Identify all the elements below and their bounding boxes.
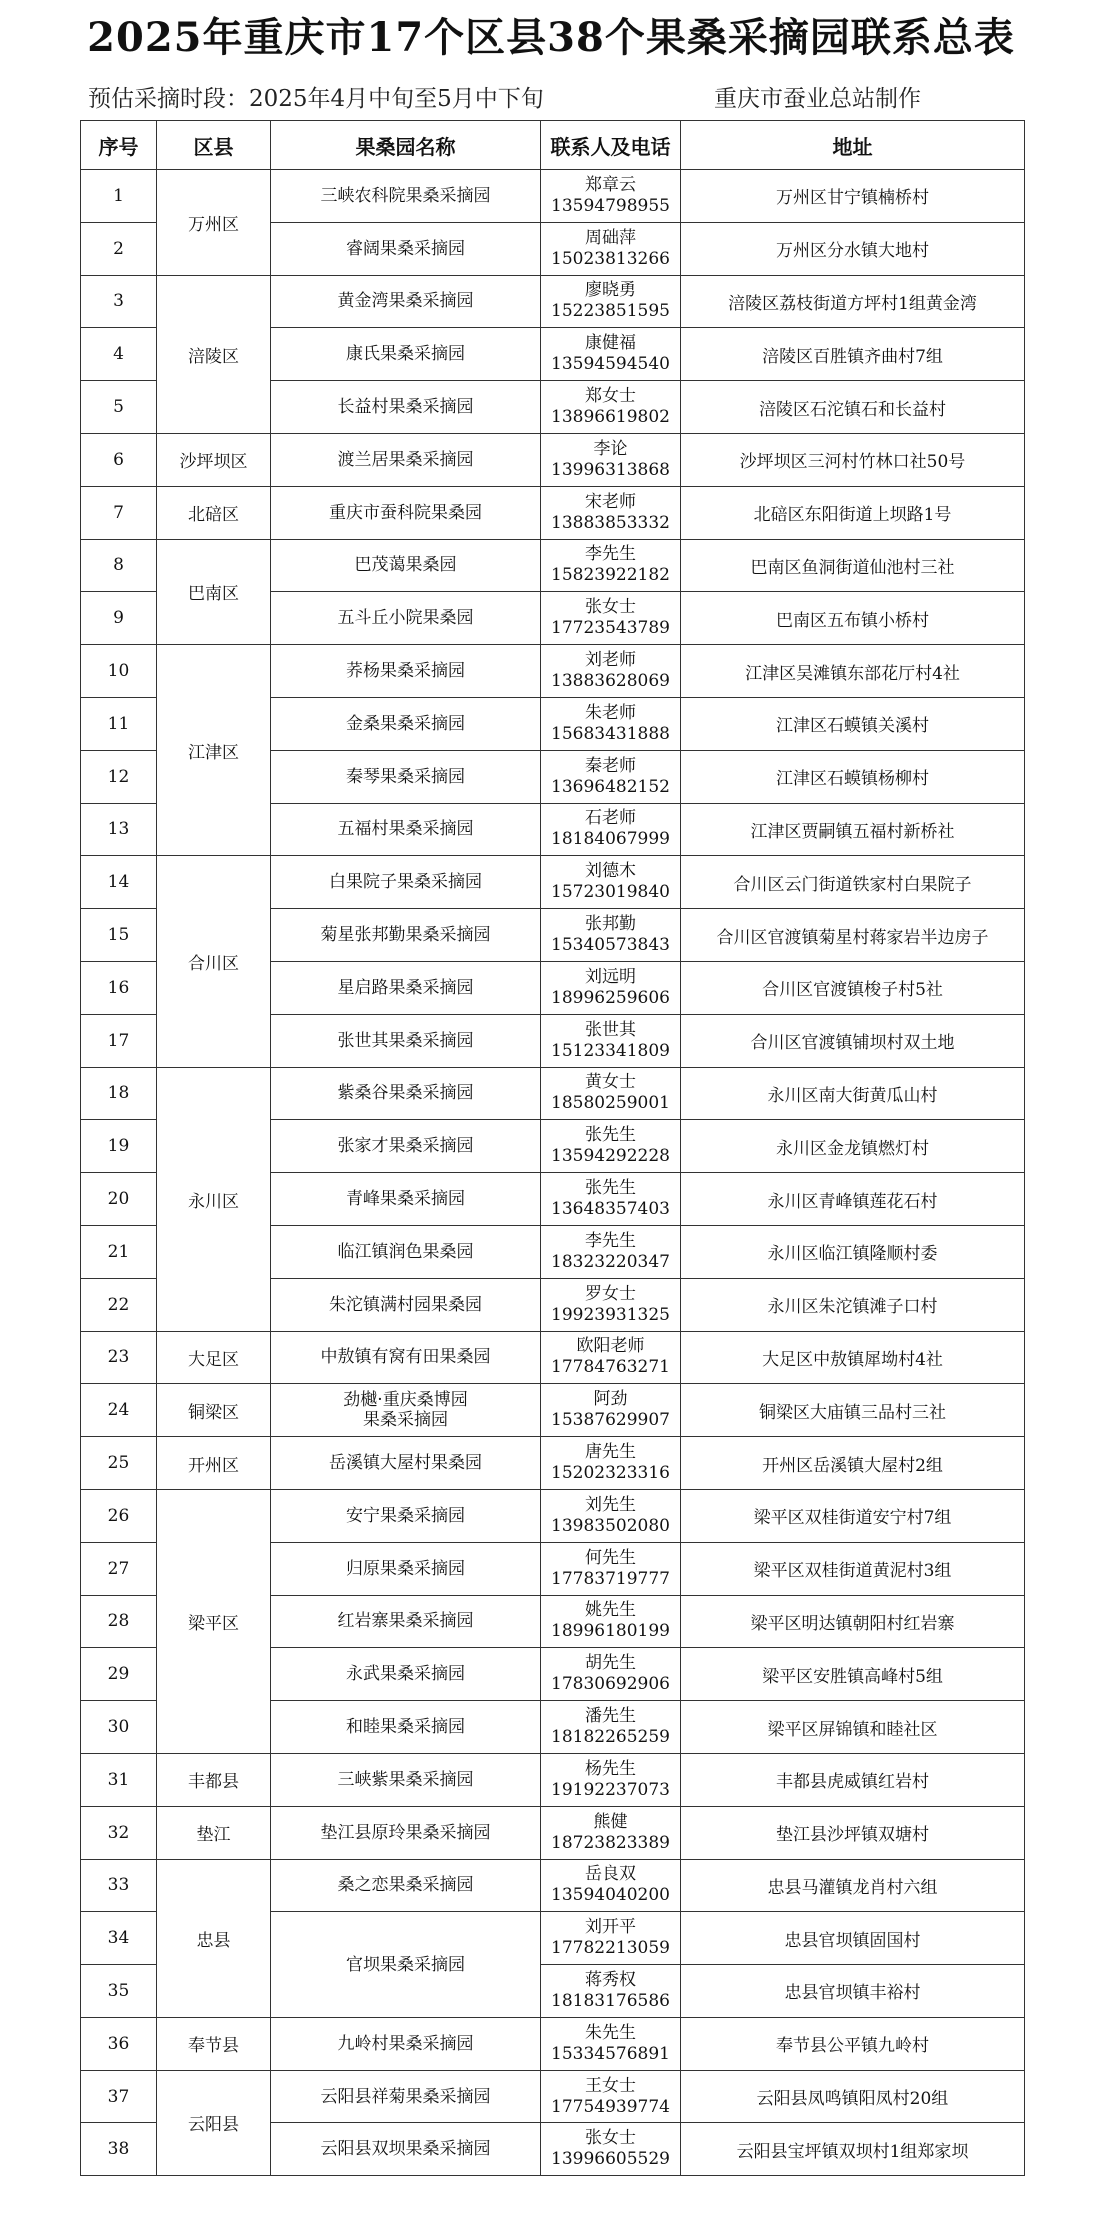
contact-cell: [541, 1595, 681, 1648]
contact-name: 刘先生: [585, 1494, 636, 1515]
contact-phone: 15723019840: [551, 882, 670, 903]
table-row: [81, 1859, 1025, 1912]
district-cell: 梁平区: [157, 1489, 271, 1753]
garden-name-cell: 青峰果桑采摘园: [271, 1173, 541, 1226]
garden-name-cell: 张世其果桑采摘园: [271, 1014, 541, 1067]
row-number: 30: [81, 1701, 157, 1754]
contact-name: 王女士: [585, 2075, 636, 2096]
garden-name-cell: 秦琴果桑采摘园: [271, 750, 541, 803]
table-row: [81, 1753, 1025, 1806]
contact-cell: [541, 1173, 681, 1226]
contact-cell: [541, 1542, 681, 1595]
garden-name-cell: 睿阔果桑采摘园: [271, 222, 541, 275]
row-number: 14: [81, 856, 157, 909]
district-cell: 开州区: [157, 1437, 271, 1490]
district-cell: 万州区: [157, 170, 271, 276]
contact-name: 郑章云: [585, 174, 636, 195]
contact-cell: [541, 697, 681, 750]
contact-cell: [541, 1278, 681, 1331]
contact-cell: [541, 1701, 681, 1754]
row-number: 28: [81, 1595, 157, 1648]
contact-phone: 18323220347: [551, 1251, 670, 1272]
address-cell: 巴南区鱼洞街道仙池村三社: [681, 539, 1025, 592]
district-cell: 云阳县: [157, 2070, 271, 2176]
contact-name: 蒋秀权: [585, 1969, 636, 1990]
district-cell: 垫江: [157, 1806, 271, 1859]
contact-name: 宋老师: [585, 491, 636, 512]
contact-cell: [541, 539, 681, 592]
table-row: [81, 275, 1025, 328]
district-cell: 北碚区: [157, 486, 271, 539]
contact-name: 张先生: [585, 1178, 636, 1199]
contact-phone: 15123341809: [551, 1040, 670, 1061]
row-number: 38: [81, 2123, 157, 2176]
garden-name-cell: 临江镇润色果桑园: [271, 1225, 541, 1278]
garden-name-cell: 星启路果桑采摘园: [271, 961, 541, 1014]
table-row: [81, 433, 1025, 486]
address-cell: 合川区官渡镇梭子村5社: [681, 961, 1025, 1014]
district-cell: 沙坪坝区: [157, 433, 271, 486]
address-cell: 永川区青峰镇莲花石村: [681, 1173, 1025, 1226]
table-row: [81, 645, 1025, 698]
garden-name-cell: 三峡农科院果桑采摘园: [271, 170, 541, 223]
district-cell: 合川区: [157, 856, 271, 1067]
contact-cell: [541, 645, 681, 698]
address-cell: 铜梁区大庙镇三品村三社: [681, 1384, 1025, 1437]
row-number: 32: [81, 1806, 157, 1859]
garden-name-cell: 黄金湾果桑采摘园: [271, 275, 541, 328]
contact-phone: 13996313868: [551, 459, 670, 480]
row-number: 4: [81, 328, 157, 381]
garden-name-cell: 红岩寨果桑采摘园: [271, 1595, 541, 1648]
garden-name-cell: 安宁果桑采摘园: [271, 1489, 541, 1542]
address-cell: 永川区临江镇隆顺村委: [681, 1225, 1025, 1278]
row-number: 7: [81, 486, 157, 539]
garden-name-cell: 官坝果桑采摘园: [271, 1912, 541, 2018]
address-cell: 沙坪坝区三河村竹林口社50号: [681, 433, 1025, 486]
contact-name: 刘远明: [585, 966, 636, 987]
row-number: 23: [81, 1331, 157, 1384]
contact-cell: [541, 1489, 681, 1542]
address-cell: 江津区石蟆镇杨柳村: [681, 750, 1025, 803]
table-row: [81, 1806, 1025, 1859]
contact-phone: 18996180199: [551, 1621, 670, 1642]
contact-cell: [541, 1648, 681, 1701]
contact-name: 朱老师: [585, 702, 636, 723]
address-cell: 万州区分水镇大地村: [681, 222, 1025, 275]
row-number: 12: [81, 750, 157, 803]
table-row: [81, 1384, 1025, 1437]
contact-cell: [541, 750, 681, 803]
row-number: 26: [81, 1489, 157, 1542]
row-number: 17: [81, 1014, 157, 1067]
row-number: 20: [81, 1173, 157, 1226]
contact-phone: 13594798955: [551, 195, 670, 216]
picking-period: 预估采摘时段：2025年4月中旬至5月中下旬: [88, 86, 544, 112]
garden-name-cell: 和睦果桑采摘园: [271, 1701, 541, 1754]
row-number: 35: [81, 1965, 157, 2018]
contact-phone: 13983502080: [551, 1515, 670, 1536]
address-cell: 北碚区东阳街道上坝路1号: [681, 486, 1025, 539]
row-number: 31: [81, 1753, 157, 1806]
contact-cell: [541, 486, 681, 539]
contact-name: 李论: [593, 438, 628, 459]
address-cell: 大足区中敖镇犀坳村4社: [681, 1331, 1025, 1384]
contact-name: 张邦勤: [585, 914, 636, 935]
contact-phone: 15202323316: [551, 1463, 670, 1484]
contact-name: 李先生: [585, 544, 636, 565]
address-cell: 永川区朱沱镇滩子口村: [681, 1278, 1025, 1331]
table-row: [81, 539, 1025, 592]
district-cell: 铜梁区: [157, 1384, 271, 1437]
contact-name: 张先生: [585, 1125, 636, 1146]
row-number: 13: [81, 803, 157, 856]
address-cell: 万州区甘宁镇楠桥村: [681, 170, 1025, 223]
garden-name-cell: 云阳县祥菊果桑采摘园: [271, 2070, 541, 2123]
district-cell: 丰都县: [157, 1753, 271, 1806]
row-number: 27: [81, 1542, 157, 1595]
contact-phone: 15387629907: [551, 1410, 670, 1431]
contact-name: 黄女士: [585, 1072, 636, 1093]
garden-name-cell: 荞杨果桑采摘园: [271, 645, 541, 698]
garden-name-cell: 五福村果桑采摘园: [271, 803, 541, 856]
contact-cell: [541, 1912, 681, 1965]
address-cell: 丰都县虎威镇红岩村: [681, 1753, 1025, 1806]
contact-cell: [541, 1965, 681, 2018]
district-cell: 大足区: [157, 1331, 271, 1384]
contact-cell: [541, 275, 681, 328]
contact-cell: [541, 2123, 681, 2176]
contact-name: 刘老师: [585, 650, 636, 671]
contact-cell: [541, 433, 681, 486]
contact-phone: 15334576891: [551, 2043, 670, 2064]
address-cell: 合川区官渡镇铺坝村双土地: [681, 1014, 1025, 1067]
garden-name-line: 劲樾·重庆桑博园: [343, 1390, 468, 1411]
contact-cell: [541, 381, 681, 434]
garden-name-cell: 重庆市蚕科院果桑园: [271, 486, 541, 539]
garden-name-line: 果桑采摘园: [363, 1410, 448, 1431]
address-cell: 梁平区双桂街道黄泥村3组: [681, 1542, 1025, 1595]
garden-name-cell: 紫桑谷果桑采摘园: [271, 1067, 541, 1120]
header-contact: 联系人及电话: [541, 121, 681, 170]
table-body: [81, 170, 1025, 2176]
garden-name-cell: 永武果桑采摘园: [271, 1648, 541, 1701]
address-cell: 忠县官坝镇固国村: [681, 1912, 1025, 1965]
garden-name-cell: 张家才果桑采摘园: [271, 1120, 541, 1173]
garden-name-cell: 三峡紫果桑采摘园: [271, 1753, 541, 1806]
contact-phone: 13594594540: [551, 354, 670, 375]
row-number: 8: [81, 539, 157, 592]
contact-cell: [541, 2070, 681, 2123]
contact-cell: [541, 222, 681, 275]
contact-phone: 13996605529: [551, 2149, 670, 2170]
contact-phone: 18184067999: [551, 829, 670, 850]
contact-phone: 13896619802: [551, 407, 670, 428]
garden-contact-table: [80, 120, 1025, 2176]
contact-cell: [541, 856, 681, 909]
contact-name: 秦老师: [585, 755, 636, 776]
garden-name-cell: 中敖镇有窝有田果桑园: [271, 1331, 541, 1384]
row-number: 37: [81, 2070, 157, 2123]
garden-name-cell: 康氏果桑采摘园: [271, 328, 541, 381]
contact-name: 张女士: [585, 597, 636, 618]
contact-phone: 18183176586: [551, 1990, 670, 2011]
contact-cell: [541, 1014, 681, 1067]
contact-name: 熊健: [593, 1811, 628, 1832]
contact-phone: 18723823389: [551, 1832, 670, 1853]
contact-phone: 15683431888: [551, 723, 670, 744]
contact-name: 欧阳老师: [576, 1336, 645, 1357]
contact-name: 杨先生: [585, 1758, 636, 1779]
contact-name: 罗女士: [585, 1283, 636, 1304]
garden-name-cell: 巴茂蔼果桑园: [271, 539, 541, 592]
contact-phone: 13648357403: [551, 1199, 670, 1220]
contact-phone: 19923931325: [551, 1304, 670, 1325]
garden-name-cell: 五斗丘小院果桑园: [271, 592, 541, 645]
header-address: 地址: [681, 121, 1025, 170]
address-cell: 涪陵区荔枝街道方坪村1组黄金湾: [681, 275, 1025, 328]
contact-name: 刘德木: [585, 861, 636, 882]
garden-name-cell: 菊星张邦勤果桑采摘园: [271, 909, 541, 962]
district-cell: 永川区: [157, 1067, 271, 1331]
table-row: [81, 856, 1025, 909]
contact-cell: [541, 1806, 681, 1859]
contact-name: 何先生: [585, 1547, 636, 1568]
header-district: 区县: [157, 121, 271, 170]
contact-name: 阿劲: [593, 1389, 628, 1410]
row-number: 6: [81, 433, 157, 486]
contact-phone: 17783719777: [551, 1568, 670, 1589]
table-header-row: [81, 121, 1025, 170]
table-row: [81, 2017, 1025, 2070]
row-number: 19: [81, 1120, 157, 1173]
contact-name: 廖晓勇: [585, 280, 636, 301]
row-number: 24: [81, 1384, 157, 1437]
address-cell: 永川区南大街黄瓜山村: [681, 1067, 1025, 1120]
contact-name: 石老师: [585, 808, 636, 829]
publisher: 重庆市蚕业总站制作: [714, 86, 921, 112]
table-row: [81, 1437, 1025, 1490]
contact-phone: 15223851595: [551, 301, 670, 322]
address-cell: 云阳县宝坪镇双坝村1组郑家坝: [681, 2123, 1025, 2176]
row-number: 3: [81, 275, 157, 328]
address-cell: 涪陵区百胜镇齐曲村7组: [681, 328, 1025, 381]
garden-name-cell: 云阳县双坝果桑采摘园: [271, 2123, 541, 2176]
contact-name: 李先生: [585, 1230, 636, 1251]
address-cell: 忠县官坝镇丰裕村: [681, 1965, 1025, 2018]
garden-name-cell: 金桑果桑采摘园: [271, 697, 541, 750]
row-number: 36: [81, 2017, 157, 2070]
contact-name: 唐先生: [585, 1442, 636, 1463]
table-row: [81, 1489, 1025, 1542]
contact-cell: [541, 1437, 681, 1490]
contact-phone: 13883628069: [551, 671, 670, 692]
row-number: 5: [81, 381, 157, 434]
contact-phone: 15023813266: [551, 248, 670, 269]
address-cell: 梁平区屏锦镇和睦社区: [681, 1701, 1025, 1754]
row-number: 16: [81, 961, 157, 1014]
garden-name-cell: 桑之恋果桑采摘园: [271, 1859, 541, 1912]
garden-name-cell: 岳溪镇大屋村果桑园: [271, 1437, 541, 1490]
contact-cell: [541, 328, 681, 381]
table-row: [81, 170, 1025, 223]
contact-phone: 13883853332: [551, 512, 670, 533]
contact-cell: [541, 1753, 681, 1806]
garden-name-cell: 白果院子果桑采摘园: [271, 856, 541, 909]
district-cell: 江津区: [157, 645, 271, 856]
row-number: 15: [81, 909, 157, 962]
address-cell: 云阳县凤鸣镇阳凤村20组: [681, 2070, 1025, 2123]
contact-phone: 17754939774: [551, 2096, 670, 2117]
contact-cell: [541, 1120, 681, 1173]
row-number: 18: [81, 1067, 157, 1120]
row-number: 2: [81, 222, 157, 275]
row-number: 22: [81, 1278, 157, 1331]
contact-phone: 18182265259: [551, 1727, 670, 1747]
garden-name-cell: 渡兰居果桑采摘园: [271, 433, 541, 486]
contact-cell: [541, 2017, 681, 2070]
address-cell: 奉节县公平镇九岭村: [681, 2017, 1025, 2070]
contact-name: 康健福: [585, 333, 636, 354]
page-title: 2025年重庆市17个区县38个果桑采摘园联系总表: [87, 14, 1015, 61]
contact-cell: [541, 803, 681, 856]
contact-name: 潘先生: [585, 1706, 636, 1726]
row-number: 34: [81, 1912, 157, 1965]
contact-phone: 13696482152: [551, 776, 670, 797]
contact-phone: 17784763271: [551, 1357, 670, 1378]
contact-name: 姚先生: [585, 1600, 636, 1621]
contact-cell: [541, 592, 681, 645]
header-garden: 果桑园名称: [271, 121, 541, 170]
contact-phone: 17830692906: [551, 1674, 670, 1695]
address-cell: 永川区金龙镇燃灯村: [681, 1120, 1025, 1173]
row-number: 25: [81, 1437, 157, 1490]
address-cell: 巴南区五布镇小桥村: [681, 592, 1025, 645]
contact-cell: [541, 909, 681, 962]
contact-name: 郑女士: [585, 386, 636, 407]
table-row: [81, 486, 1025, 539]
contact-phone: 17782213059: [551, 1938, 670, 1959]
address-cell: 梁平区安胜镇高峰村5组: [681, 1648, 1025, 1701]
contact-name: 周础萍: [585, 227, 636, 248]
garden-name-cell: 朱沱镇满村园果桑园: [271, 1278, 541, 1331]
address-cell: 合川区官渡镇菊星村蒋家岩半边房子: [681, 909, 1025, 962]
garden-name-cell: 归原果桑采摘园: [271, 1542, 541, 1595]
row-number: 11: [81, 697, 157, 750]
contact-phone: 13594040200: [551, 1885, 670, 1906]
garden-name-cell: 长益村果桑采摘园: [271, 381, 541, 434]
address-cell: 开州区岳溪镇大屋村2组: [681, 1437, 1025, 1490]
contact-cell: [541, 1331, 681, 1384]
contact-cell: [541, 1225, 681, 1278]
contact-cell: [541, 961, 681, 1014]
contact-cell: [541, 1859, 681, 1912]
contact-phone: 18996259606: [551, 987, 670, 1008]
contact-name: 岳良双: [585, 1864, 636, 1885]
address-cell: 梁平区明达镇朝阳村红岩寨: [681, 1595, 1025, 1648]
contact-name: 刘开平: [585, 1917, 636, 1938]
district-cell: 巴南区: [157, 539, 271, 645]
garden-name-cell: [271, 1384, 541, 1437]
row-number: 1: [81, 170, 157, 223]
row-number: 9: [81, 592, 157, 645]
contact-cell: [541, 1067, 681, 1120]
address-cell: 合川区云门街道铁家村白果院子: [681, 856, 1025, 909]
table-row: [81, 1331, 1025, 1384]
contact-phone: 18580259001: [551, 1093, 670, 1114]
row-number: 33: [81, 1859, 157, 1912]
contact-name: 张世其: [585, 1019, 636, 1040]
contact-phone: 19192237073: [551, 1779, 670, 1800]
contact-cell: [541, 1384, 681, 1437]
contact-cell: [541, 170, 681, 223]
contact-phone: 13594292228: [551, 1146, 670, 1167]
row-number: 10: [81, 645, 157, 698]
contact-phone: 15340573843: [551, 935, 670, 956]
contact-phone: 15823922182: [551, 565, 670, 586]
address-cell: 涪陵区石沱镇石和长益村: [681, 381, 1025, 434]
district-cell: 忠县: [157, 1859, 271, 2017]
table-row: [81, 1067, 1025, 1120]
address-cell: 忠县马灌镇龙肖村六组: [681, 1859, 1025, 1912]
header-no: 序号: [81, 121, 157, 170]
row-number: 21: [81, 1225, 157, 1278]
district-cell: 奉节县: [157, 2017, 271, 2070]
district-cell: 涪陵区: [157, 275, 271, 433]
contact-name: 张女士: [585, 2128, 636, 2149]
row-number: 29: [81, 1648, 157, 1701]
address-cell: 江津区吴滩镇东部花厅村4社: [681, 645, 1025, 698]
contact-name: 朱先生: [585, 2022, 636, 2043]
address-cell: 江津区石蟆镇关溪村: [681, 697, 1025, 750]
contact-phone: 17723543789: [551, 618, 670, 639]
address-cell: 梁平区双桂街道安宁村7组: [681, 1489, 1025, 1542]
garden-name-cell: 九岭村果桑采摘园: [271, 2017, 541, 2070]
contact-name: 胡先生: [585, 1653, 636, 1674]
table-row: [81, 2070, 1025, 2123]
address-cell: 垫江县沙坪镇双塘村: [681, 1806, 1025, 1859]
garden-name-cell: 垫江县原玲果桑采摘园: [271, 1806, 541, 1859]
address-cell: 江津区贾嗣镇五福村新桥社: [681, 803, 1025, 856]
